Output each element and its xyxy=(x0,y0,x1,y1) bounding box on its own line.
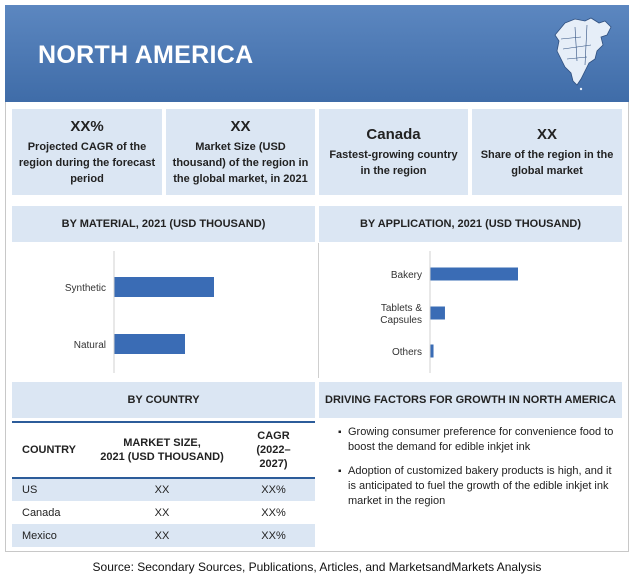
kpi-share xyxy=(472,109,622,195)
driving-factors-list xyxy=(338,425,618,518)
cell-country: US xyxy=(12,478,92,501)
bar xyxy=(430,345,434,358)
factor-text: Growing consumer preference for convenience food to boost the demand for edible inkjet ink xyxy=(348,426,614,453)
table-row xyxy=(12,524,315,547)
col-header-market-size: MARKET SIZE, 2021 (USD THOUSAND) xyxy=(92,422,232,478)
kpi-cagr-value: XX% xyxy=(70,117,104,135)
bullet-icon: ▪ xyxy=(338,466,342,477)
application-section-title: BY APPLICATION, 2021 (USD THOUSAND) xyxy=(319,206,622,242)
table-row xyxy=(12,501,315,524)
table-header-row xyxy=(12,422,315,478)
kpi-share-value: XX xyxy=(536,125,557,143)
col-header-cagr: CAGR (2022– 2027) xyxy=(232,422,315,478)
category-label: Others xyxy=(391,347,422,358)
category-label: Bakery xyxy=(390,270,422,281)
category-label: Natural xyxy=(73,340,106,351)
page-title: NORTH AMERICA xyxy=(38,41,254,69)
list-item xyxy=(338,464,618,509)
kpi-share-desc: Share of the region in the global market xyxy=(480,148,614,177)
bar xyxy=(114,334,185,354)
application-chart xyxy=(320,243,622,378)
material-section-title: BY MATERIAL, 2021 (USD THOUSAND) xyxy=(12,206,315,242)
cell-cagr: XX% xyxy=(232,501,315,524)
kpi-fastest-country xyxy=(319,109,468,195)
category-label: Tablets & Capsules xyxy=(380,303,422,326)
country-table-wrap xyxy=(12,421,315,547)
category-label: Synthetic xyxy=(64,283,106,294)
col-header-country: COUNTRY xyxy=(12,422,92,478)
cell-market-size: XX xyxy=(92,524,232,547)
kpi-market-size-value: XX xyxy=(230,117,251,135)
north-america-map-icon xyxy=(551,15,619,93)
country-section-title: BY COUNTRY xyxy=(12,382,315,418)
kpi-cagr xyxy=(12,109,162,195)
factors-section-title: DRIVING FACTORS FOR GROWTH IN NORTH AMERICA xyxy=(319,382,622,418)
cell-market-size: XX xyxy=(92,501,232,524)
bar xyxy=(430,307,445,320)
kpi-market-size-desc: Market Size (USD thousand) of the region in the global market, in 2021 xyxy=(172,140,309,185)
chart-divider xyxy=(318,243,319,378)
kpi-fastest-country-desc: Fastest-growing country in the region xyxy=(329,148,458,177)
bar xyxy=(114,277,214,297)
table-row xyxy=(12,478,315,501)
source-note: Source: Secondary Sources, Publications, Articles, and MarketsandMarkets Analysis xyxy=(92,560,542,574)
kpi-market-size xyxy=(166,109,315,195)
header-banner xyxy=(5,5,629,102)
kpi-fastest-country-value: Canada xyxy=(366,125,421,143)
bullet-icon: ▪ xyxy=(338,427,342,438)
cell-market-size: XX xyxy=(92,478,232,501)
cell-cagr: XX% xyxy=(232,524,315,547)
kpi-cagr-desc: Projected CAGR of the region during the forecast period xyxy=(18,140,156,185)
list-item xyxy=(338,425,618,455)
factor-text: Adoption of customized bakery products is high, and it is anticipated to fuel the growth of the edible inkjet ink market in the region xyxy=(348,465,612,507)
cell-country: Mexico xyxy=(12,524,92,547)
material-chart xyxy=(12,243,315,378)
cell-country: Canada xyxy=(12,501,92,524)
bar xyxy=(430,268,518,281)
cell-cagr: XX% xyxy=(232,478,315,501)
country-table xyxy=(12,421,315,547)
